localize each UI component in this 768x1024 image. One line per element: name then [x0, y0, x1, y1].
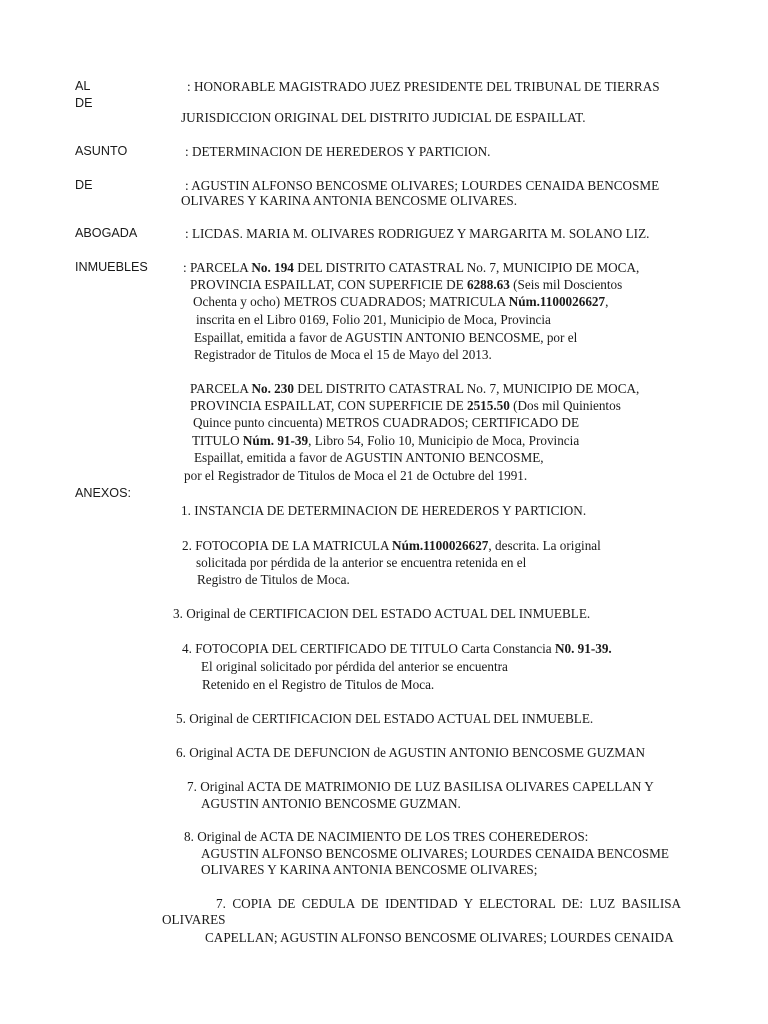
label-al: AL [75, 79, 91, 93]
de-line-2: OLIVARES Y KARINA ANTONIA BENCOSME OLIVARES. [181, 193, 518, 208]
anexo-4-line-3: Retenido en el Registro de Titulos de Moca. [202, 677, 435, 692]
al-line-1: : HONORABLE MAGISTRADO JUEZ PRESIDENTE DEL TRIBUNAL DE TIERRAS [187, 79, 660, 94]
inmueble1-line-5: Espaillat, emitida a favor de AGUSTIN ANTONIO BENCOSME, por el [194, 330, 578, 345]
inmueble2-line-2: PROVINCIA ESPAILLAT, CON SUPERFICIE DE 2515.50 (Dos mil Quinientos [190, 398, 621, 413]
inmueble2-line-4: TITULO Núm. 91-39, Libro 54, Folio 10, Municipio de Moca, Provincia [192, 433, 580, 448]
anexo-6: 6. Original ACTA DE DEFUNCION de AGUSTIN ANTONIO BENCOSME GUZMAN [176, 745, 646, 760]
anexo-2-line-2: solicitada por pérdida de la anterior se encuentra retenida en el [196, 555, 527, 570]
label-inmuebles: INMUEBLES [75, 260, 148, 274]
anexo-2-line-3: Registro de Titulos de Moca. [197, 572, 350, 587]
label-asunto: ASUNTO [75, 144, 128, 158]
anexo-8-line-2: AGUSTIN ALFONSO BENCOSME OLIVARES; LOURDES CENAIDA BENCOSME [201, 846, 669, 861]
inmueble1-line-2: PROVINCIA ESPAILLAT, CON SUPERFICIE DE 6288.63 (Seis mil Doscientos [190, 277, 623, 292]
label-abogada: ABOGADA [75, 226, 138, 240]
anexo-8-line-3: OLIVARES Y KARINA ANTONIA BENCOSME OLIVARES; [201, 862, 538, 877]
abogada-text: : LICDAS. MARIA M. OLIVARES RODRIGUEZ Y MARGARITA M. SOLANO LIZ. [185, 226, 650, 241]
inmueble2-line-5: Espaillat, emitida a favor de AGUSTIN ANTONIO BENCOSME, [194, 450, 544, 465]
inmueble1-line-1: : PARCELA No. 194 DEL DISTRITO CATASTRAL No. 7, MUNICIPIO DE MOCA, [183, 260, 640, 275]
inmueble2-line-6: por el Registrador de Titulos de Moca el 21 de Octubre del 1991. [184, 468, 528, 483]
inmueble1-line-4: inscrita en el Libro 0169, Folio 201, Municipio de Moca, Provincia [196, 312, 551, 327]
anexo-9-line-1: 7. COPIA DE CEDULA DE IDENTIDAD Y ELECTORAL DE: LUZ BASILISA [216, 896, 682, 911]
anexo-2-line-1: 2. FOTOCOPIA DE LA MATRICULA Núm.1100026627, descrita. La original [182, 538, 601, 553]
al-line-2: JURISDICCION ORIGINAL DEL DISTRITO JUDICIAL DE ESPAILLAT. [181, 110, 586, 125]
anexo-9-line-2: OLIVARES [162, 912, 226, 927]
anexo-8-line-1: 8. Original de ACTA DE NACIMIENTO DE LOS TRES COHEREDEROS: [184, 829, 589, 844]
label-de: DE [75, 178, 93, 192]
inmueble2-line-1: PARCELA No. 230 DEL DISTRITO CATASTRAL No. 7, MUNICIPIO DE MOCA, [190, 381, 640, 396]
anexo-5: 5. Original de CERTIFICACION DEL ESTADO ACTUAL DEL INMUEBLE. [176, 711, 594, 726]
inmueble2-line-3: Quince punto cincuenta) METROS CUADRADOS; CERTIFICADO DE [193, 415, 580, 430]
label-de-al: DE [75, 96, 93, 110]
anexo-4-line-2: El original solicitado por pérdida del anterior se encuentra [201, 659, 508, 674]
inmueble1-line-3: Ochenta y ocho) METROS CUADRADOS; MATRICULA Núm.1100026627, [193, 294, 609, 309]
anexo-4-line-1: 4. FOTOCOPIA DEL CERTIFICADO DE TITULO Carta Constancia N0. 91-39. [182, 641, 612, 656]
anexo-7-line-2: AGUSTIN ANTONIO BENCOSME GUZMAN. [201, 796, 461, 811]
anexo-1: 1. INSTANCIA DE DETERMINACION DE HEREDEROS Y PARTICION. [181, 503, 587, 518]
anexo-9-line-3: CAPELLAN; AGUSTIN ALFONSO BENCOSME OLIVARES; LOURDES CENAIDA [205, 930, 674, 945]
anexo-7-line-1: 7. Original ACTA DE MATRIMONIO DE LUZ BASILISA OLIVARES CAPELLAN Y [187, 779, 654, 794]
label-anexos: ANEXOS: [75, 486, 131, 500]
inmueble1-line-6: Registrador de Titulos de Moca el 15 de Mayo del 2013. [194, 347, 492, 362]
anexo-3: 3. Original de CERTIFICACION DEL ESTADO ACTUAL DEL INMUEBLE. [173, 606, 591, 621]
asunto-text: : DETERMINACION DE HEREDEROS Y PARTICION. [185, 144, 491, 159]
de-line-1: : AGUSTIN ALFONSO BENCOSME OLIVARES; LOURDES CENAIDA BENCOSME [185, 178, 660, 193]
